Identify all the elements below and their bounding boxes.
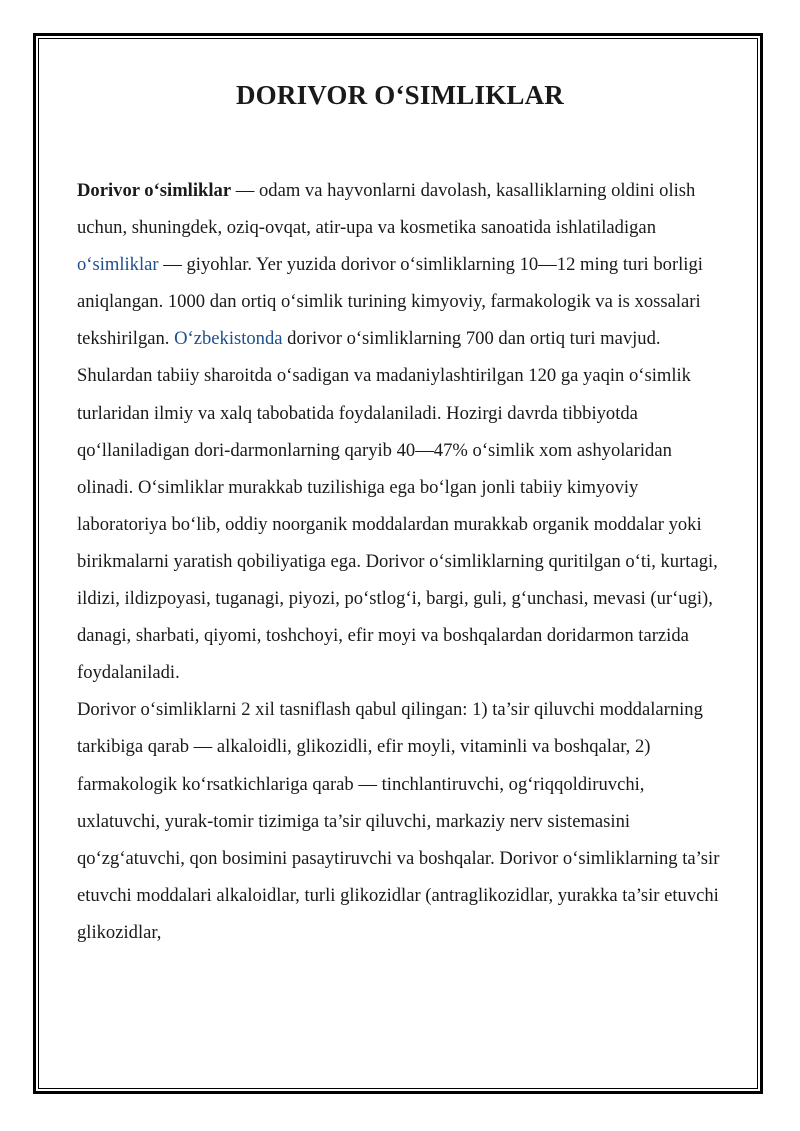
paragraph-intro (77, 172, 727, 691)
link-ozbekistonda[interactable]: O‘zbekistonda (174, 328, 283, 350)
paragraph-intro-text-3: dorivor o‘simliklarning 700 dan ortiq turi mavjud. Shulardan tabiiy sharoitda o‘sadigan va madaniylashtirilgan 120 ga yaqin o‘simlik turlaridan ilmiy va xalq tabobatida foydalaniladi. Hozirgi davrda tibbiyotda qo‘llaniladigan dori-darmonlarning qaryib 40—47% o‘simlik xom ashyolaridan olinadi. O‘simliklar murakkab tuzilishiga ega bo‘lgan jonli tabiiy kimyoviy laboratoriya bo‘lib, oddiy noorganik moddalardan murakkab organik moddalar yoki birikmalarni yaratish qobiliyatiga ega. Dorivor o‘simliklarning quritilgan o‘ti, kurtagi, ildizi, ildizpoyasi, tuganagi, piyozi, po‘stlog‘i, bargi, guli, g‘unchasi, mevasi (ur‘ugi), danagi, sharbati, qiyomi, toshchoyi, efir moyi va boshqalardan doridarmon tarzida foydalaniladi. (77, 328, 718, 684)
article-body (77, 172, 727, 951)
paragraph-intro-text-1: — odam va hayvonlarni davolash, kasalliklarning oldini olish uchun, shuningdek, oziq-ovqat, atir-upa va kosmetika sanoatida ishlatiladigan (77, 180, 696, 239)
paragraph-classification: Dorivor o‘simliklarni 2 xil tasniflash qabul qilingan: 1) ta’sir qiluvchi moddalarning tarkibiga qarab — alkaloidli, glikozidli, efir moyli, vitaminli va boshqalar, 2) farmakologik ko‘rsatkichlariga qarab — tinchlantiruvchi, og‘riqqoldiruvchi, uxlatuvchi, yurak-tomir tizimiga ta’sir qiluvchi, markaziy nerv sistemasini qo‘zg‘atuvchi, qon bosimini pasaytiruvchi va boshqalar. Dorivor o‘simliklarning ta’sir etuvchi moddalari alkaloidlar, turli glikozidlar (antraglikozidlar, yurakka ta’sir etuvchi glikozidlar, (77, 699, 720, 943)
paragraph-intro-text-2: — giyohlar. Yer yuzida dorivor o‘simliklarning 10—12 ming turi borligi aniqlangan. 1000 dan ortiq o‘simlik turining kimyoviy, farmakologik va is xossalari tekshirilgan. (77, 254, 703, 350)
term-heading: Dorivor o‘simliklar (77, 180, 232, 201)
page-title: DORIVOR O‘SIMLIKLAR (235, 80, 565, 110)
link-osimliklar[interactable]: o‘simliklar (77, 254, 159, 276)
